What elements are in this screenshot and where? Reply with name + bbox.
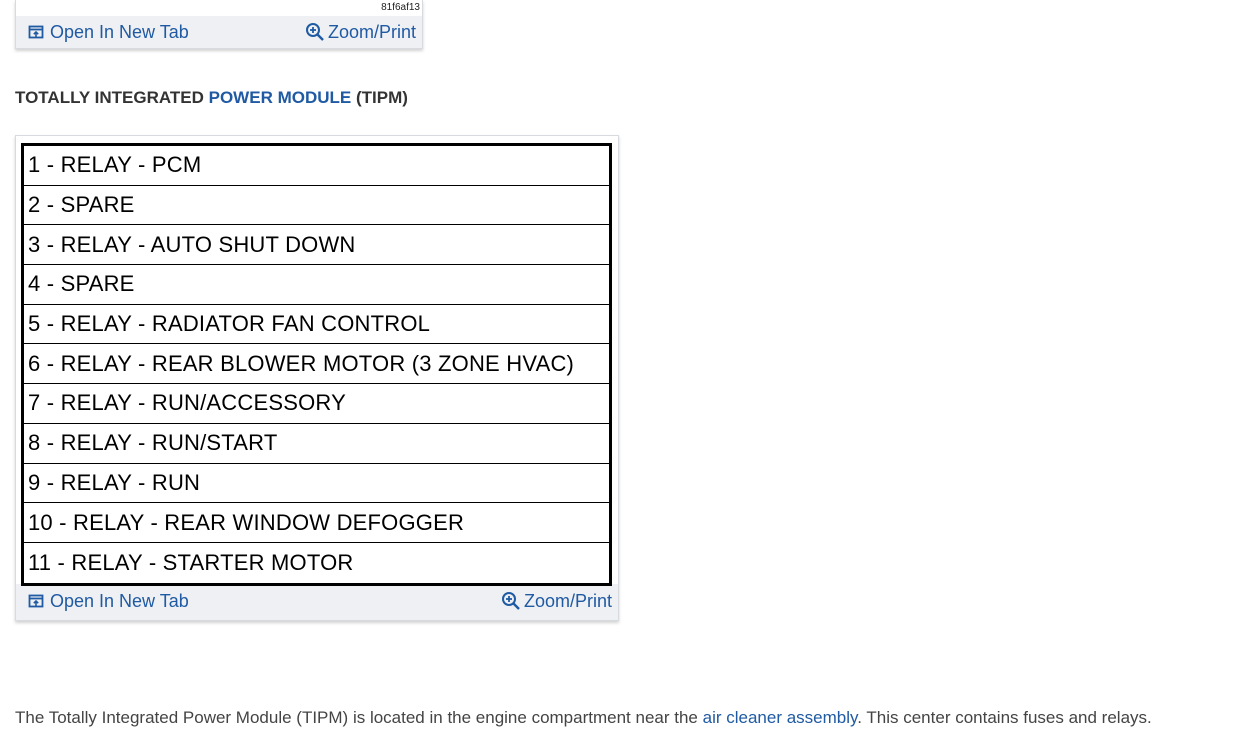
relay-row: 2 - SPARE [24,186,609,226]
open-in-new-tab-link[interactable] [28,591,189,612]
relay-row: 4 - SPARE [24,265,609,305]
open-in-new-tab-label: Open In New Tab [50,590,189,611]
top-figure-card [15,0,423,49]
relay-row: 5 - RELAY - RADIATOR FAN CONTROL [24,305,609,345]
top-figure-toolbar [16,16,422,48]
heading-suffix: (TIPM) [351,88,408,107]
paragraph-text-after: . This center contains fuses and relays. [857,708,1152,727]
zoom-in-icon [305,22,325,42]
tipm-figure-image[interactable] [16,136,618,584]
open-in-new-tab-icon [28,24,44,40]
section-heading [15,88,408,108]
relay-row: 3 - RELAY - AUTO SHUT DOWN [24,225,609,265]
tipm-figure-toolbar [16,584,618,618]
open-in-new-tab-icon [28,593,44,609]
heading-prefix: TOTALLY INTEGRATED [15,88,209,107]
relay-row: 7 - RELAY - RUN/ACCESSORY [24,384,609,424]
zoom-print-link[interactable] [305,22,416,43]
zoom-in-icon [501,591,521,611]
relay-row: 11 - RELAY - STARTER MOTOR [28,549,354,575]
relay-row: 10 - RELAY - REAR WINDOW DEFOGGER [24,503,609,543]
relay-row: 9 - RELAY - RUN [24,464,609,504]
tipm-figure-card [15,135,619,621]
zoom-print-label: Zoom/Print [327,21,416,42]
open-in-new-tab-link[interactable] [28,22,189,43]
image-code: 81f6af13 [381,2,420,13]
zoom-print-label: Zoom/Print [523,590,612,611]
relay-row: 6 - RELAY - REAR BLOWER MOTOR (3 ZONE HVAC) [24,344,609,384]
description-paragraph [15,708,1152,728]
air-cleaner-assembly-link[interactable]: air cleaner assembly [702,708,858,727]
relay-row: 8 - RELAY - RUN/START [24,424,609,464]
open-in-new-tab-label: Open In New Tab [50,21,189,42]
paragraph-text-before: The Totally Integrated Power Module (TIPM) is located in the engine compartment near the [15,708,703,727]
zoom-print-link[interactable] [501,591,612,612]
relay-legend-table [21,143,612,586]
top-figure-image[interactable] [16,0,422,16]
relay-row: 1 - RELAY - PCM [24,146,609,186]
power-module-link[interactable]: POWER MODULE [208,88,352,107]
